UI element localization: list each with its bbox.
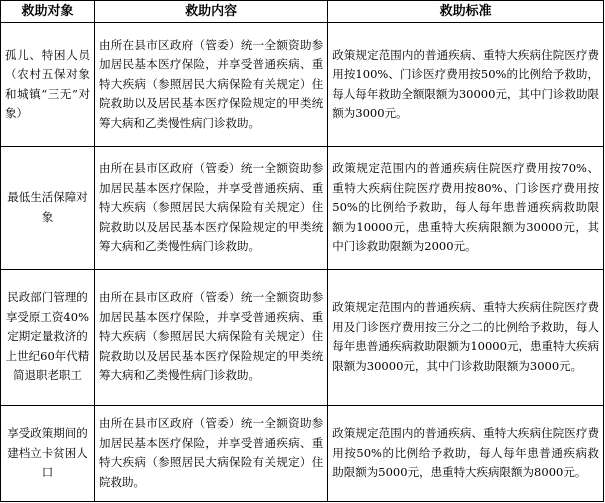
row-content: 由所在县市区政府（管委）统一全额资助参加居民基本医疗保险，并享受普通疾病、重特大疾病（参照居民大病保险有关规定）住院救助以及居民基本医疗保险规定的甲类统筹大病和乙类慢性病门诊救助。 xyxy=(94,23,327,147)
row-target: 最低生活保障对象 xyxy=(1,147,95,269)
row-standard: 政策规定范围内的普通疾病、重特大疾病住院医疗费用及门诊医疗费用按三分之二的比例给予救助，每人每年患普通疾病救助限额为10000元，患重特大疾病限额为30000元，其中门诊救助限额为3000元。 xyxy=(328,269,604,405)
table-row xyxy=(1,405,604,501)
row-target: 享受政策期间的建档立卡贫困人口 xyxy=(1,405,95,501)
table-header-row xyxy=(1,1,604,23)
row-target: 民政部门管理的享受原工资40%定期定量救济的上世纪60年代精简退职老职工 xyxy=(1,269,95,405)
row-content: 由所在县市区政府（管委）统一全额资助参加居民基本医疗保险，并享受普通疾病、重特大疾病（参照居民大病保险有关规定）住院救助。 xyxy=(94,405,327,501)
row-content: 由所在县市区政府（管委）统一全额资助参加居民基本医疗保险，并享受普通疾病、重特大疾病（参照居民大病保险有关规定）住院救助以及居民基本医疗保险规定的甲类统筹大病和乙类慢性病门诊救助。 xyxy=(94,147,327,269)
table-row xyxy=(1,269,604,405)
header-content: 救助内容 xyxy=(94,1,327,23)
row-target: 孤儿、特困人员（农村五保对象和城镇“三无”对象） xyxy=(1,23,95,147)
table-row xyxy=(1,147,604,269)
row-standard: 政策规定范围内的普通疾病、重特大疾病住院医疗费用按100%、门诊医疗费用按50%的比例给予救助，每人每年救助全额限额为30000元，其中门诊救助限额为3000元。 xyxy=(328,23,604,147)
table-row xyxy=(1,23,604,147)
row-standard: 政策规定范围内的普通疾病、重特大疾病住院医疗费用按50%的比例给予救助，每人每年患普通疾病救助限额为5000元，患重特大疾病限额为8000元。 xyxy=(328,405,604,501)
row-content: 由所在县市区政府（管委）统一全额资助参加居民基本医疗保险，并享受普通疾病、重特大疾病（参照居民大病保险有关规定）住院救助以及居民基本医疗保险规定的甲类统筹大病和乙类慢性病门诊救助。 xyxy=(94,269,327,405)
header-target: 救助对象 xyxy=(1,1,95,23)
row-standard: 政策规定范围内的普通疾病住院医疗费用按70%、重特大疾病住院医疗费用按80%、门诊医疗费用按50%的比例给予救助，每人每年患普通疾病救助限额为10000元，患重特大疾病限额为30000元，其中门诊救助限额为2000元。 xyxy=(328,147,604,269)
header-standard: 救助标准 xyxy=(328,1,604,23)
